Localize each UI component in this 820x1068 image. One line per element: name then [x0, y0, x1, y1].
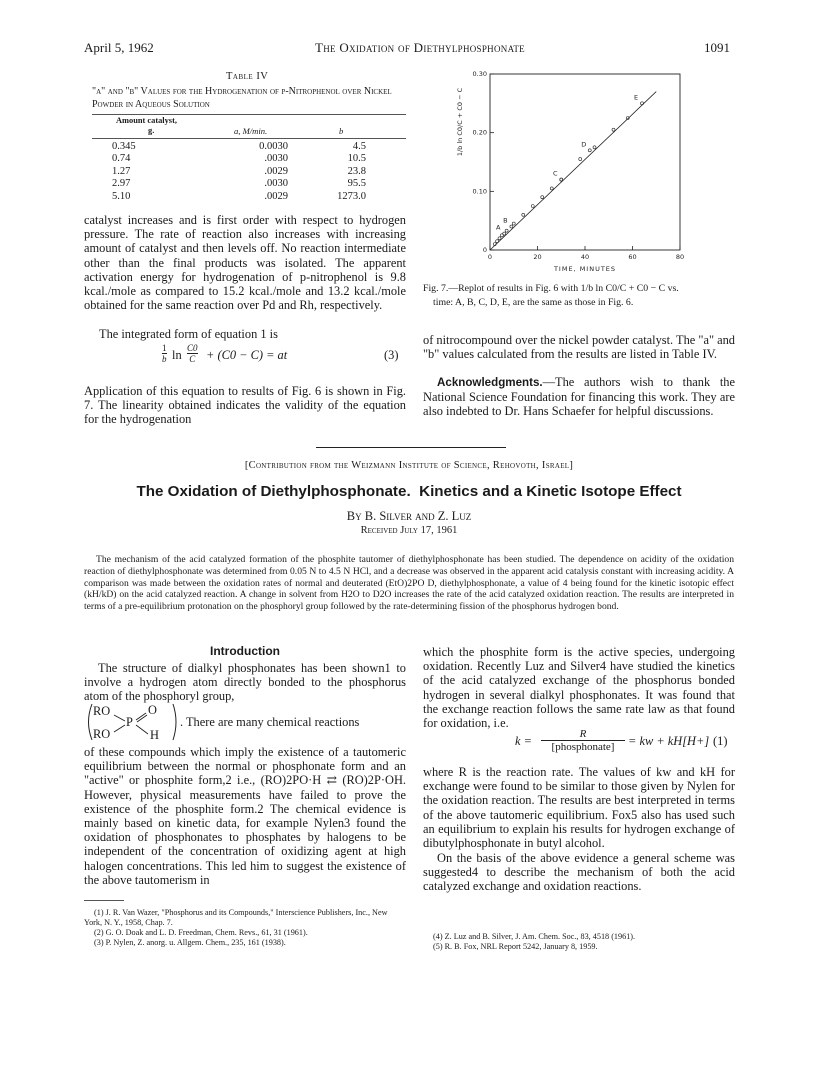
series-label-b: B [503, 216, 508, 225]
table-cell-b: 95.5 [347, 178, 366, 190]
footnote-3: (3) P. Nylen, Z. anorg. u. Allgem. Chem., 235, 161 (1938). [94, 938, 286, 947]
series-label-c: C [552, 169, 558, 178]
table-row [112, 190, 366, 203]
phosphonate-structure [84, 702, 179, 742]
figure-7-caption: Fig. 7.—Replot of results in Fig. 6 with 1/b ln C0/C + C0 − C vs. time: A, B, C, D, E, are the same as those in Fig. 6. [423, 283, 679, 308]
table-col-a-header: a, M/min. [234, 126, 268, 136]
x-tick-label: 0 [487, 253, 493, 261]
data-point-a [498, 237, 501, 240]
right-paragraph-intro: which the phosphite form is the active species, undergoing oxidation. Recently Luz and Silver4 have studied the kinetics of the acid catalyzed exchange of the phosphorus bonded hydrogen in several dialkyl phosphonates. It was found that the exchange reaction follows the same rate law as that found for oxidation, i.e. [423, 645, 735, 731]
data-point-b [505, 229, 508, 232]
equation-1: k = R [phosphonate] = kw + kH[H+] (1) [515, 728, 728, 753]
table-rule-mid [92, 138, 406, 139]
table-cell-a: .0029 [264, 165, 288, 177]
table-iv [112, 140, 366, 203]
left-paragraph-3: Application of this equation to results of Fig. 6 is shown in Fig. 7. The linearity obtained indicates the validity of the equation for the hydrogenation [84, 384, 406, 427]
table-title: Table IV [226, 71, 269, 82]
running-title: The Oxidation of Diethylphosphonate [315, 40, 525, 55]
x-axis-label: TIME, MINUTES [553, 265, 617, 273]
contribution-line: [Contribution from the Weizmann Institute of Science, Rehovoth, Israel] [244, 460, 574, 471]
table-col-amount-header: Amount catalyst, g. [116, 116, 177, 135]
footnote-1: (1) J. R. Van Wazer, "Phosphorus and its Compounds," Interscience Publishers, Inc., New York, N. Y., 1958, Chap. 7. [84, 908, 388, 927]
right-paragraph-3: On the basis of the above evidence a general scheme was suggested4 to describe the mechanism of both the acid catalyzed exchange and oxidation reactions. [423, 851, 735, 894]
data-point-d [560, 178, 563, 181]
struct-ro-top: RO [93, 704, 111, 718]
left-paragraph-2: The integrated form of equation 1 is [99, 327, 278, 341]
intro-after-structure: . There are many chemical reactions [180, 715, 360, 729]
table-cell-b: 1273.0 [337, 190, 366, 202]
table-cell-amount: 0.74 [112, 153, 131, 165]
abstract: The mechanism of the acid catalyzed formation of the phosphite tautomer of diethylphosphonate has been studied. The dependence on acidity of the oxidation reaction of diethylphosphonate was determined from 0.05 N to 4.5 N HCl, and a decrease was observed in the apparent acid catalysis constant with increasing acidity. A comparison was made between the oxidation rates of normal and deuterated (EtO)2PO D, diethylphosphonate, a value of 4 being found for the kinetic isotopic effect (kH/kD) on the acid catalyzed reaction. A change in solvent from H2O to D2O increases the rate of the acid catalyzed oxidation reaction. The results are interpreted in terms of a pre-equilibrium protonation on the phosphoryl group followed by the rate-determining fission of the phosphorus hydrogen bond. [84, 554, 734, 613]
left-paragraph-1: catalyst increases and is first order with respect to hydrogen pressure. The rate of reaction also increases with increasing amount of catalyst and then levels off. No reaction intermediate other than the final products was isolated. The apparent activation energy for hydrogenation of p-nitrophenol is 9.8 kcal./mole as compared to 15.2 kcal./mole and 13.2 kcal./mole obtained for the same reaction over Pd and Rh, respectively. [84, 213, 406, 313]
data-point-d [579, 158, 582, 161]
y-tick-label: 0 [482, 246, 487, 254]
y-tick-label: 0.20 [472, 128, 487, 137]
page-number: 1091 [704, 40, 730, 55]
intro-heading: Introduction [210, 644, 280, 658]
struct-phosphorus: P [126, 715, 133, 729]
table-cell-a: .0030 [264, 178, 288, 190]
data-point-b [500, 234, 503, 237]
article-authors: By B. Silver and Z. Luz [346, 509, 472, 523]
x-tick-label: 60 [628, 253, 637, 261]
right-paragraph-1: of nitrocompound over the nickel powder catalyst. The "a" and "b" values calculated from the results are listed in Table IV. [423, 333, 735, 362]
struct-oxygen: O [148, 703, 157, 717]
table-cell-b: 23.8 [347, 165, 366, 177]
equation-3: 1 b ln C0 C + (C0 − C) = at (3) [162, 343, 399, 364]
table-cell-a: 0.0030 [259, 140, 288, 152]
y-tick-label: 0.10 [472, 187, 487, 196]
series-label-e: E [633, 93, 639, 102]
table-cell-amount: 5.10 [112, 190, 131, 202]
table-row [112, 140, 366, 153]
table-row [112, 178, 366, 191]
received-date: Received July 17, 1961 [360, 525, 458, 536]
data-point-c [531, 205, 534, 208]
ack-heading: Acknowledgments. [437, 376, 543, 389]
y-tick-label: 0.30 [472, 70, 487, 78]
table-cell-b: 4.5 [352, 140, 366, 152]
footnote-rule-left [84, 900, 124, 901]
table-cell-amount: 1.27 [112, 165, 131, 177]
data-point-e [593, 146, 596, 149]
footnote-4: (4) Z. Luz and B. Silver, J. Am. Chem. Soc., 83, 4518 (1961). [433, 932, 636, 941]
footnotes-right [423, 932, 735, 952]
data-point-c [541, 196, 544, 199]
data-point-c [550, 187, 553, 190]
footnotes-left [84, 908, 406, 948]
series-label-d: D [581, 140, 587, 149]
article-title: The Oxidation of Diethylphosphonate. Kinetics and a Kinetic Isotope Effect [136, 483, 682, 500]
footnote-2: (2) G. O. Doak and L. D. Freedman, Chem. Revs., 61, 31 (1961). [94, 928, 308, 937]
table-rule-top [92, 114, 406, 115]
footnote-5: (5) R. B. Fox, NRL Report 5242, January 8, 1959. [433, 942, 598, 951]
right-paragraph-2: where R is the reaction rate. The values of kw and kH for exchange were found to be similar to those given by Nylen for the oxidation reaction. The results are best interpreted in terms of the above tautomeric equilibrium. Fox5 also has used such an equilibrium to explain his results for hydrogen exchange of dibutylphosphonate in butyl alcohol. [423, 765, 735, 851]
table-cell-amount: 0.345 [112, 140, 136, 152]
acknowledgments [423, 375, 735, 419]
series-label-a: A [496, 223, 501, 232]
table-col-b-header: b [339, 126, 344, 136]
page-date: April 5, 1962 [84, 40, 154, 55]
struct-hydrogen: H [150, 728, 159, 742]
table-row [112, 153, 366, 166]
intro-paragraph-1-cont: of these compounds which imply the existence of a tautomeric equilibrium between the normal or phosphonate form and an "active" or phosphite form,2 i.e., (RO)2PO·H ⇄ (RO)2P·OH. However, physical measurements have failed to prove the existence of the phosphite form.2 The chemical evidence is mainly based on kinetic data, for example Nylen3 found the oxidation of phosphonates to phosphates by halogens to be independent of the concentration of oxidizing agent at high halogen concentrations. This led him to suggest the existence of the above tautomerism in [84, 745, 406, 887]
data-point-e [641, 102, 644, 105]
data-point-c [512, 222, 515, 225]
x-tick-label: 40 [580, 253, 590, 261]
table-cell-amount: 2.97 [112, 178, 131, 190]
table-caption: "a" and "b" Values for the Hydrogenation of p-Nitrophenol over Nickel Powder in Aqueous Solution [92, 86, 392, 110]
data-point-b [496, 240, 499, 243]
data-point-d [588, 149, 591, 152]
struct-ro-bottom: RO [93, 727, 111, 741]
x-tick-label: 20 [533, 253, 542, 261]
y-axis-label: 1/b ln C0/C + C0 − C [456, 87, 464, 157]
table-row [112, 165, 366, 178]
figure-7-chart [452, 62, 702, 282]
data-point-c [522, 213, 525, 216]
table-cell-a: .0029 [264, 190, 288, 202]
plot-frame [490, 74, 680, 250]
table-cell-a: .0030 [264, 153, 288, 165]
fit-line [490, 92, 656, 250]
ack-body: —The authors wish to thank the National Science Foundation for financing this work. They are also indebted to Dr. Hans Schaefer for helpful discussions. [423, 375, 735, 419]
section-divider [316, 447, 506, 448]
data-point-b [510, 225, 513, 228]
table-cell-b: 10.5 [347, 153, 366, 165]
intro-paragraph-1: The structure of dialkyl phosphonates has been shown1 to involve a hydrogen atom directly bonded to the phosphorus atom of the phosphoryl group, [84, 661, 406, 704]
data-point-e [612, 128, 615, 131]
x-tick-label: 80 [675, 253, 685, 261]
